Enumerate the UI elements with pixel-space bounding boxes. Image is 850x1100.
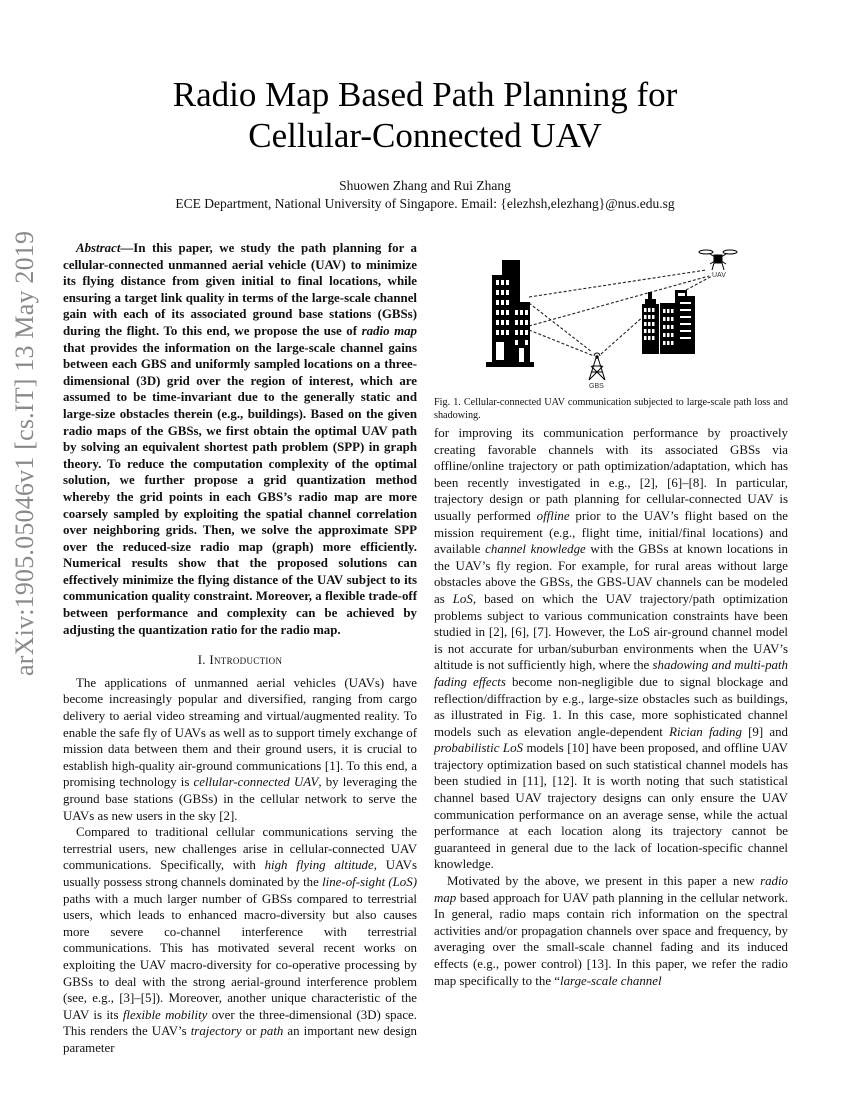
figure-1	[434, 240, 788, 400]
uav-channel-diagram	[434, 240, 788, 400]
uav-drone-icon	[699, 250, 737, 270]
intro-paragraph-3: Motivated by the above, we present in this paper a new radio map based approach for UAV path planning in the cellular network. In general, radio maps contain rich information on the spectral activities and/or propagation channels over space and frequency, by averaging over the small-scale channel fading and its induced effects (e.g., power control) [13]. In this paper, we refer the radio map specifically to the “large-scale channel	[434, 874, 788, 988]
left-column	[63, 240, 417, 1057]
intro-paragraph-2-continued: for improving its communication performance by proactively creating favorable channels with its associated GBSs via offline/online trajectory or path optimization/adaptation, which has been recently investigated in e.g., [2], [6]–[8]. In particular, trajectory design or path planning for cellular-connected UAV is usually performed offline prior to the UAV’s flight based on the mission requirement (e.g., flight time, initial/final locations) and available channel knowledge with the GBSs at known locations in the UAV’s fly region. For example, for rural areas without large obstacles above the GBSs, the GBS-UAV channels can be modeled as LoS, based on which the UAV trajectory/path optimization problems subject to various communication constraints have been studied in [2], [6], [7]. However, the LoS air-ground channel model is not accurate for urban/suburban environments when the UAV’s altitude is not sufficiently high, where the shadowing and multi-path fading effects become non-negligible due to signal blockage and reflection/diffraction by e.g., large-size obstacles such as buildings, as illustrated in Fig. 1. In this case, more sophisticated channel models such as elevation angle-dependent Rician fading [9] and probabilistic LoS models [10] have been proposed, and offline UAV trajectory optimization based on such statistical channel models has been studied in [11], [12]. It is worth noting that such statistical channel based UAV trajectory designs can only ensure the UAV communication performance on an average sense, while the actual performance at each location along its trajectory cannot be guaranteed in general due to the lack of location-specific channel knowledge.	[434, 426, 789, 872]
authors: Shuowen Zhang and Rui Zhang	[339, 178, 511, 193]
gbs-label: GBS	[589, 383, 604, 390]
intro-paragraph-1: The applications of unmanned aerial vehicles (UAVs) have become increasingly popular and diversified, ranging from cargo delivery to aerial video streaming and virtual/augmented reality. To enable the safe fly of UAVs as well as to support timely exchange of mission data between them and their ground users, it is crucial to establish high-quality air-ground communications [1]. To this end, a promising technology is cellular-connected UAV, by leveraging the ground base stations (GBSs) in the cellular network to serve the UAVs as new users in the sky [2].	[63, 675, 418, 823]
abstract: Abstract—In this paper, we study the path planning for a cellular-connected unmanned aerial vehicle (UAV) to minimize its flying distance from given initial to final locations, while ensuring a target link quality in terms of the large-scale channel gain with each of its associated ground base stations (GBSs) during the flight. To this end, we propose the use of radio map that provides the information on the large-scale channel gains between each GBS and uniformly sampled locations on a three-dimensional (3D) grid over the region of interest, which are assumed to be time-invariant due to the generally static and large-size obstacles therein (e.g., buildings). Based on the given radio maps of the GBSs, we first obtain the optimal UAV path by solving an equivalent shortest path problem (SPP) in graph theory. To reduce the computation complexity of the optimal solution, we further propose a grid quantization method whereby the grid points in each GBS’s radio map are more coarsely sampled by exploiting the spatial channel correlation over neighboring grids. Then, we solve the approximate SPP over the reduced-size radio map (graph) more efficiently. Numerical results show that the proposed solutions can effectively minimize the flying distance of the UAV subject to its communication quality constraint. Moreover, a flexible trade-off between performance and complexity can be achieved by adjusting the quantization ratio for the radio map.	[63, 241, 417, 637]
title-line-2: Cellular-Connected UAV	[248, 116, 602, 155]
arxiv-identifier: arXiv:1905.05046v1 [cs.IT] 13 May 2019	[10, 230, 39, 676]
left-building-icon	[486, 260, 534, 367]
figure-1-caption: Fig. 1. Cellular-connected UAV communication subjected to large-scale path loss and shadowing.	[434, 397, 788, 421]
title-line-1: Radio Map Based Path Planning for	[172, 75, 678, 114]
affiliation: ECE Department, National University of Singapore. Email: {elezhsh,elezhang}@nus.edu.sg	[175, 196, 675, 211]
right-column	[434, 425, 788, 989]
right-building-icon	[642, 290, 695, 354]
intro-paragraph-2: Compared to traditional cellular communications serving the terrestrial users, new challenges arise in cellular-connected UAV communications. Specifically, with high flying altitude, UAVs usually possess strong channels dominated by the line-of-sight (LoS) paths with a much larger number of GBSs compared to terrestrial users, which leads to enhanced macro-diversity but also causes more severe co-channel interference with terrestrial communications. This has motivated several recent works on exploiting the UAV macro-diversity for co-operative processing by GBSs to deal with the strong aerial-ground interference problem (see, e.g., [3]–[5]). Moreover, another unique characteristic of the UAV is its flexible mobility over the three-dimensional (3D) space. This renders the UAV’s trajectory or path an important new design parameter	[63, 825, 418, 1055]
section-heading-introduction: I. Introduction	[197, 653, 283, 668]
abstract-label: Abstract	[76, 241, 121, 255]
paper-title	[120, 74, 730, 156]
gbs-tower-icon	[589, 353, 605, 380]
uav-label: UAV	[712, 272, 726, 279]
